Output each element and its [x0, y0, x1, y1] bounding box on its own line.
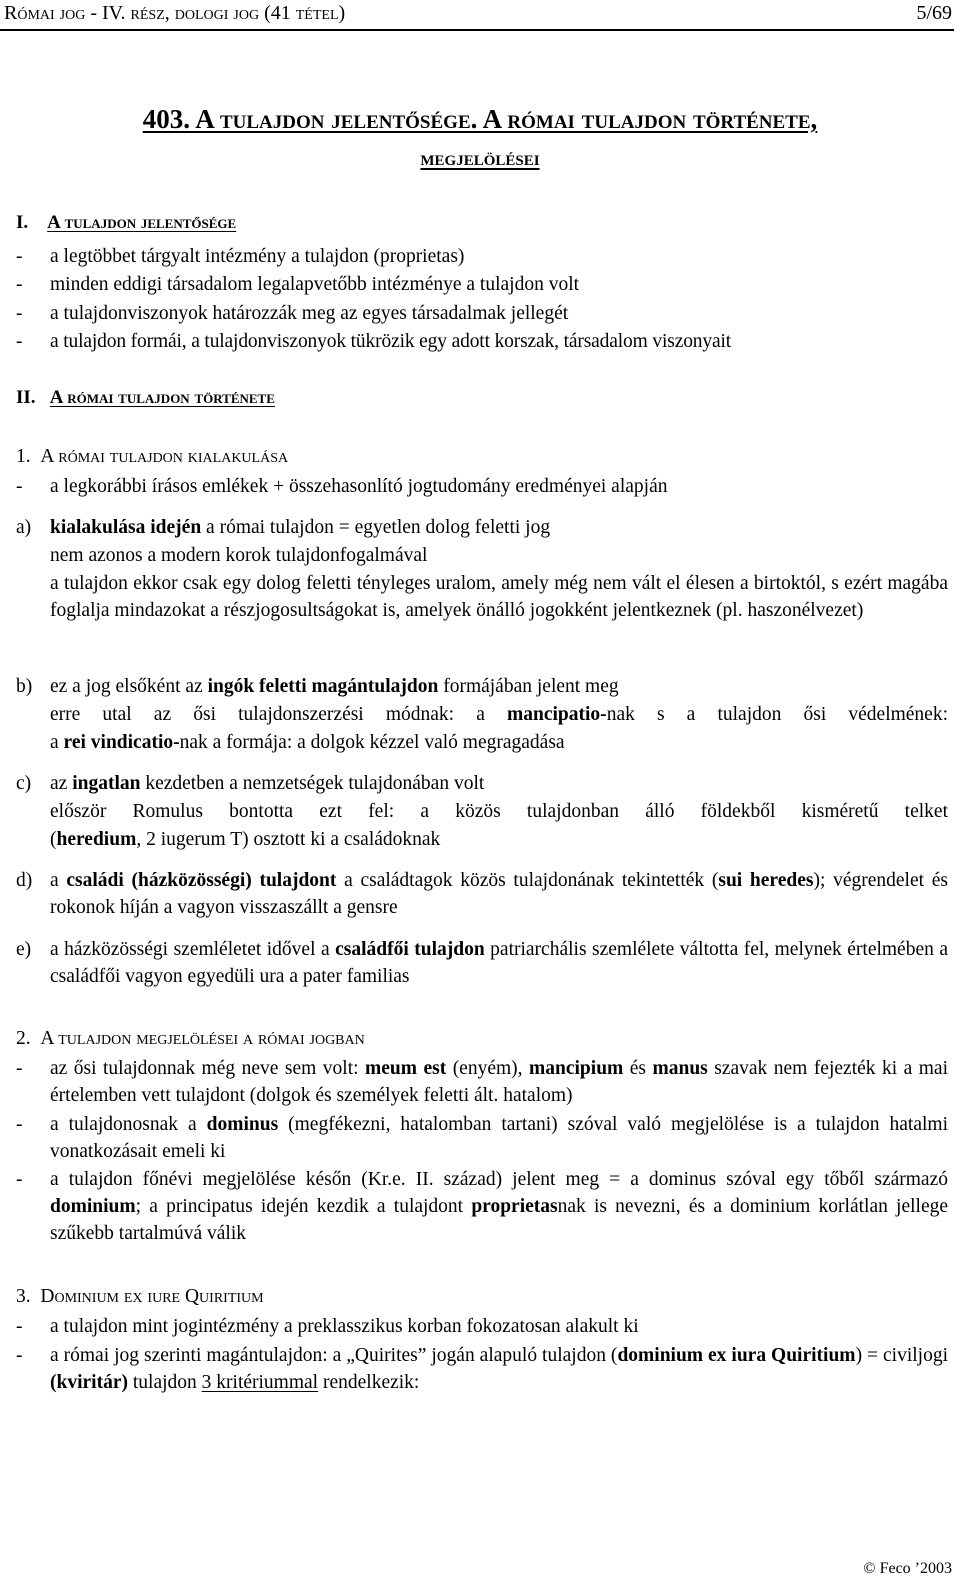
item-marker-c: c) [16, 773, 32, 794]
bold-term: manus [652, 1058, 708, 1079]
text: nak a formája: a dolgok kézzel való megragadása [179, 732, 565, 753]
bold-term: sui heredes [718, 870, 814, 891]
list-item: a tulajdon mint jogintézmény a preklasszikus korban fokozatosan alakult ki [50, 1316, 639, 1337]
bold-term: dominium ex iura Quiritium [617, 1345, 856, 1366]
text: (megfékezni, hatalomban tartani) szóval való megjelölése is a tulajdon hatalmi vonatkozásait emeli ki [50, 1114, 949, 1162]
list-item [50, 1111, 948, 1165]
list-item: a tulajdon formái, a tulajdonviszonyok tükrözik egy adott korszak, társadalom viszonyait [50, 331, 732, 352]
text: nak is nevezni, és a dominium korlátlan jellege szűkebb tartalmúvá válik [50, 1196, 949, 1244]
item-c-line1 [50, 770, 948, 797]
text: a családtagok közös tulajdonának tekintették ( [336, 870, 719, 891]
main-title-line1: 403. A tulajdon jelentősége. A római tulajdon története, [142, 104, 818, 134]
bold-term: mancipium [529, 1058, 624, 1079]
bullet: - [16, 274, 23, 295]
bold-term: kialakulása idején [50, 517, 202, 538]
bold-term: dominium [50, 1196, 136, 1217]
text: a római tulajdon = egyetlen dolog feletti jog [201, 517, 551, 538]
list-item [50, 1166, 948, 1247]
bold-term: heredium [56, 829, 137, 850]
bullet: - [16, 1058, 23, 1079]
list-item: a tulajdonviszonyok határozzák meg az egyes társadalmak jellegét [50, 303, 569, 324]
subsection-2-number: 2. [16, 1028, 31, 1049]
header-title: Római jog - IV. rész, dologi jog (41 tétel) [4, 2, 346, 24]
item-b-line2 [50, 701, 948, 728]
text: , 2 iugerum T) osztott ki a családoknak [136, 829, 441, 850]
bold-term: proprietas [471, 1196, 558, 1217]
bold-term: családi (házközösségi) tulajdont [66, 870, 337, 891]
list-item: a legkorábbi írásos emlékek + összehasonlító jogtudomány eredményei alapján [50, 476, 668, 497]
text: ez a jog elsőként az [50, 676, 208, 697]
bullet: - [16, 476, 23, 497]
text: a tulajdonosnak a [50, 1114, 207, 1135]
text: az [50, 773, 73, 794]
text: a [50, 732, 64, 753]
text: szavak nem fejezték ki a mai értelemben vett tulajdont (dolgok és személyek feletti ált. hatalom) [50, 1058, 949, 1106]
bold-term: rei vindicatio- [63, 732, 180, 753]
list-item [50, 1342, 948, 1396]
text: nak s a tulajdon ősi védelmének: [606, 704, 949, 725]
text: ( [50, 829, 57, 850]
bullet: - [16, 1316, 23, 1337]
item-marker-e: e) [16, 939, 32, 960]
section-ii-number: II. [16, 387, 36, 408]
section-i-heading [16, 212, 236, 234]
bold-term: ingók feletti magántulajdon [207, 676, 439, 697]
text: a tulajdon főnévi megjelölése későn (Kr.e. II. század) jelent meg = a dominus szóval egy tőből származó [50, 1169, 948, 1190]
text: ) = civiljogi [855, 1345, 948, 1366]
item-c-line3 [50, 826, 948, 853]
section-i-number: I. [16, 212, 29, 233]
bullet: - [16, 1345, 23, 1366]
text: (enyém), [446, 1058, 530, 1079]
text: a házközösségi szemléletet idővel a [50, 939, 336, 960]
bullet: - [16, 331, 23, 352]
text: erre utal az ősi tulajdonszerzési módnak: a [50, 704, 508, 725]
text: patriarchális szemlélete váltotta fel, melynek értelmében a családfői vagyon egyedüli ura a pater familias [50, 939, 949, 987]
underlined-term: 3 kritériummal [201, 1372, 319, 1393]
bold-term: mancipatio- [507, 704, 607, 725]
bullet: - [16, 303, 23, 324]
page-number: 5/69 [916, 2, 952, 24]
list-item: minden eddigi társadalom legalapvetőbb intézménye a tulajdon volt [50, 274, 580, 295]
text: és [623, 1058, 653, 1079]
subsection-2-label: A tulajdon megjelölései a római jogban [40, 1028, 365, 1049]
text: ; a principatus idején kezdik a tulajdont [135, 1196, 472, 1217]
bold-term: ingatlan [72, 773, 141, 794]
text: az ősi tulajdonnak még neve sem volt: [50, 1058, 366, 1079]
main-title-2 [0, 146, 960, 171]
item-d-text [50, 867, 948, 921]
bold-term: családfői tulajdon [335, 939, 485, 960]
subsection-1-label: A római tulajdon kialakulása [40, 446, 289, 467]
item-marker-b: b) [16, 676, 33, 697]
text: a [50, 870, 67, 891]
list-item [50, 1055, 948, 1109]
subsection-3-number: 3. [16, 1286, 31, 1307]
item-a-line3: a tulajdon ekkor csak egy dolog feletti tényleges uralom, amely még nem vált el élesen a birtoktól, s ezért magába foglalja mindazokat a részjogosultságokat is, amelyek önálló jogokként jelentkeznek (pl. haszonélvezet) [50, 573, 948, 621]
list-item: a legtöbbet tárgyalt intézmény a tulajdon (proprietas) [50, 246, 465, 267]
page-header [4, 2, 952, 28]
text: kezdetben a nemzetségek tulajdonában volt [140, 773, 485, 794]
subsection-1-number: 1. [16, 446, 31, 467]
bold-term: (kviritár) [50, 1372, 128, 1393]
subsection-3-label: Dominium ex iure Quiritium [40, 1286, 264, 1307]
item-marker-a: a) [16, 517, 32, 538]
item-e-text [50, 936, 948, 990]
main-title [0, 104, 960, 135]
main-title-line2: megjelölései [420, 146, 540, 170]
text: formájában jelent meg [438, 676, 619, 697]
bullet: - [16, 246, 23, 267]
text: a római jog szerinti magántulajdon: a „Quirites” jogán alapuló tulajdon ( [50, 1345, 618, 1366]
item-c-line2: először Romulus bontotta ezt fel: a közös tulajdonban álló földekből kisméretű telket [50, 801, 948, 822]
subsection-2-heading [16, 1028, 365, 1050]
bold-term: dominus [206, 1114, 279, 1135]
item-b-line1 [50, 673, 948, 700]
header-rule [0, 29, 954, 31]
text: rendelkezik: [318, 1372, 420, 1393]
section-ii-label: A római tulajdon története [49, 387, 275, 408]
text: tulajdon [127, 1372, 202, 1393]
item-a-line2: nem azonos a modern korok tulajdonfogalmával [50, 545, 428, 566]
footer-copyright: © Feco ’2003 [863, 1560, 952, 1577]
bullet: - [16, 1169, 23, 1190]
subsection-1-heading [16, 446, 288, 468]
item-marker-d: d) [16, 870, 33, 891]
subsection-3-heading [16, 1286, 264, 1308]
bold-term: meum est [365, 1058, 447, 1079]
bullet: - [16, 1114, 23, 1135]
item-a-line1 [50, 514, 948, 541]
item-b-line3 [50, 729, 948, 756]
section-i-label: A tulajdon jelentősége [47, 212, 237, 233]
section-ii-heading [16, 387, 275, 409]
text: ); végrendelet és rokonok híján a vagyon visszaszállt a gensre [50, 870, 948, 918]
